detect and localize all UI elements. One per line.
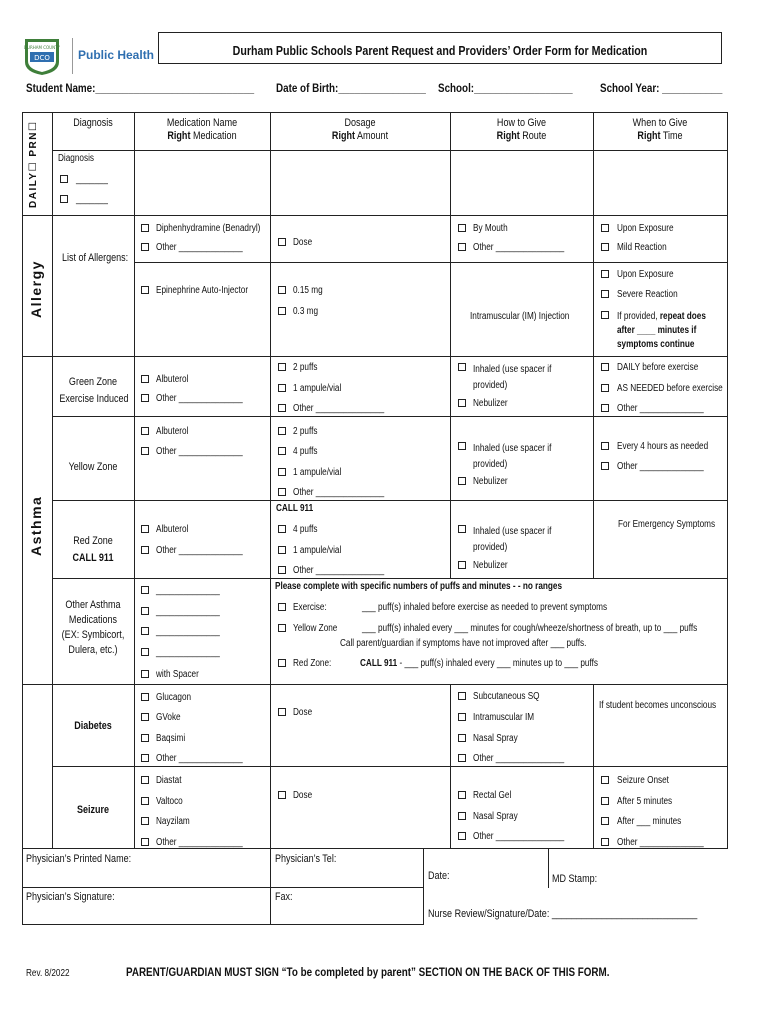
yellow-instructions[interactable]: ___ puff(s) inhaled every ___ minutes for cough/wheeze/shortness of breath, up to ___ puffs xyxy=(362,623,698,634)
valtoco-label: Valtoco xyxy=(156,796,183,807)
yellow-ampule-label: 1 ampule/vial xyxy=(293,467,342,478)
red-dose-other[interactable]: Other _______________ xyxy=(293,565,385,576)
yellow-albuterol-label: Albuterol xyxy=(156,426,189,437)
diagnosis-blank-1[interactable]: _______ xyxy=(76,174,108,185)
intramuscular-label: Intramuscular IM xyxy=(473,712,535,723)
green-zone-label: Green Zone Exercise Induced xyxy=(59,376,129,405)
allergy-dose-label: Dose xyxy=(293,237,313,248)
glucagon-checkbox[interactable] xyxy=(141,693,149,701)
exercise-instructions[interactable]: ___ puff(s) inhaled before exercise as needed to prevent symptoms xyxy=(362,602,608,613)
col-header-dosage: Dosage Right Amount xyxy=(331,117,389,142)
baqsimi-checkbox[interactable] xyxy=(141,734,149,742)
after-x-min-label[interactable]: After ___ minutes xyxy=(617,816,682,827)
date-field[interactable]: Date: xyxy=(428,870,450,882)
seizure-route-other-checkbox[interactable] xyxy=(458,832,466,840)
allergy-route-other[interactable]: Other _______________ xyxy=(473,242,565,253)
col-header-route: How to Give Right Route xyxy=(496,117,547,142)
red-emergency-label: For Emergency Symptoms xyxy=(618,519,716,530)
other-asthma-checkbox-1[interactable] xyxy=(141,586,149,594)
green-albuterol-checkbox[interactable] xyxy=(141,375,149,383)
yellow-time-other[interactable]: Other ______________ xyxy=(617,461,704,472)
seizure-dose-label: Dose xyxy=(293,790,313,801)
green-2puffs-checkbox[interactable] xyxy=(278,363,286,371)
asthma-section-label: Asthma xyxy=(28,495,44,556)
red-ampule-checkbox[interactable] xyxy=(278,546,286,554)
student-name-field[interactable]: Student Name:_____________________________ xyxy=(26,81,255,95)
yellow-med-other-checkbox[interactable] xyxy=(141,447,149,455)
svg-text:DCO: DCO xyxy=(34,54,50,62)
school-year-field[interactable]: School Year: ___________ xyxy=(600,81,723,95)
page-title: Durham Public Schools Parent Request and Providers’ Order Form for Medication xyxy=(232,43,648,58)
other-asthma-checkbox-4[interactable] xyxy=(141,648,149,656)
other-asthma-blank-2[interactable]: ______________ xyxy=(156,606,220,617)
red-inhaled-checkbox[interactable] xyxy=(458,525,466,533)
yellow-instructions-2[interactable]: Call parent/guardian if symptoms have not improved after ___ puffs. xyxy=(340,638,587,649)
seizure-time-other-checkbox[interactable] xyxy=(601,838,609,846)
other-asthma-blank-1[interactable]: ______________ xyxy=(156,585,220,596)
valtoco-checkbox[interactable] xyxy=(141,797,149,805)
benadryl-checkbox[interactable] xyxy=(141,224,149,232)
seizure-med-other[interactable]: Other ______________ xyxy=(156,837,243,848)
after-5-min-checkbox[interactable] xyxy=(601,797,609,805)
allergy-med-other[interactable]: Other ______________ xyxy=(156,242,243,253)
logo xyxy=(22,36,155,76)
allergens-label: List of Allergens: xyxy=(62,252,129,264)
red-med-other-checkbox[interactable] xyxy=(141,546,149,554)
exercise-checkbox[interactable] xyxy=(278,603,286,611)
epinephrine-label: Epinephrine Auto-Injector xyxy=(156,285,249,296)
yellow-albuterol-checkbox[interactable] xyxy=(141,427,149,435)
diabetes-nasal-checkbox[interactable] xyxy=(458,734,466,742)
diagnosis-blank-2[interactable]: _______ xyxy=(76,194,108,205)
with-spacer-checkbox[interactable] xyxy=(141,670,149,678)
green-inhaled-label: Inhaled (use spacer if provided) xyxy=(473,364,552,391)
after-x-min-checkbox[interactable] xyxy=(601,817,609,825)
diabetes-dose-label: Dose xyxy=(293,707,313,718)
severe-reaction-checkbox[interactable] xyxy=(601,290,609,298)
nurse-review-field[interactable]: Nurse Review/Signature/Date: _____________________________ xyxy=(428,908,698,920)
physician-signature-field[interactable]: Physician’s Signature: xyxy=(26,891,115,903)
red-instructions[interactable]: CALL 911 - ___ puff(s) inhaled every ___ minutes up to ___ puffs xyxy=(360,658,598,669)
fax-field[interactable]: Fax: xyxy=(275,891,293,903)
upon-exposure-label: Upon Exposure xyxy=(617,223,674,234)
yellow-2puffs-checkbox[interactable] xyxy=(278,427,286,435)
by-mouth-label: By Mouth xyxy=(473,223,508,234)
yellow-inhaled-checkbox[interactable] xyxy=(458,442,466,450)
yellow-nebulizer-checkbox[interactable] xyxy=(458,477,466,485)
green-as-needed-checkbox[interactable] xyxy=(601,384,609,392)
green-nebulizer-label: Nebulizer xyxy=(473,398,508,409)
red-nebulizer-label: Nebulizer xyxy=(473,560,508,571)
allergy-dose-checkbox[interactable] xyxy=(278,238,286,246)
red-dose-other-checkbox[interactable] xyxy=(278,566,286,574)
allergy-route-other-checkbox[interactable] xyxy=(458,243,466,251)
other-asthma-checkbox-2[interactable] xyxy=(141,607,149,615)
diagnosis-checkbox-2[interactable] xyxy=(60,195,68,203)
green-daily-checkbox[interactable] xyxy=(601,363,609,371)
seizure-onset-label: Seizure Onset xyxy=(617,775,669,786)
after-5-min-label: After 5 minutes xyxy=(617,796,673,807)
seizure-dose-checkbox[interactable] xyxy=(278,791,286,799)
repeat-dose-label[interactable]: If provided, repeat does after ____ minutes if symptoms continue xyxy=(617,311,706,350)
green-time-other[interactable]: Other ______________ xyxy=(617,403,704,414)
epi-route-label: Intramuscular (IM) Injection xyxy=(470,311,570,322)
diabetes-dose-checkbox[interactable] xyxy=(278,708,286,716)
with-spacer-label: with Spacer xyxy=(156,669,199,680)
diabetes-time-label: If student becomes unconscious xyxy=(599,700,717,711)
other-asthma-blank-4[interactable]: ______________ xyxy=(156,647,220,658)
green-2puffs-label: 2 puffs xyxy=(293,362,318,373)
yellow-dose-other-checkbox[interactable] xyxy=(278,488,286,496)
yellow-instr-checkbox[interactable] xyxy=(278,624,286,632)
yellow-med-other[interactable]: Other ______________ xyxy=(156,446,243,457)
parent-sign-notice: PARENT/GUARDIAN MUST SIGN “To be completed by parent” SECTION ON THE BACK OF THIS FORM. xyxy=(126,965,610,979)
baqsimi-label: Baqsimi xyxy=(156,733,186,744)
severe-reaction-label: Severe Reaction xyxy=(617,289,678,300)
physician-tel-field[interactable]: Physician’s Tel: xyxy=(275,853,337,865)
diabetes-route-other[interactable]: Other _______________ xyxy=(473,753,565,764)
daily-prn-label[interactable]: DAILY☐ PRN☐ xyxy=(28,120,39,208)
school-field[interactable]: School:__________________ xyxy=(438,81,573,95)
physician-name-field[interactable]: Physician’s Printed Name: xyxy=(26,853,132,865)
diagnosis-checkbox-1[interactable] xyxy=(60,175,68,183)
red-albuterol-label: Albuterol xyxy=(156,524,189,535)
yellow-time-other-checkbox[interactable] xyxy=(601,462,609,470)
md-stamp-field[interactable]: MD Stamp: xyxy=(552,873,598,885)
seizure-med-other-checkbox[interactable] xyxy=(141,838,149,846)
seizure-nasal-checkbox[interactable] xyxy=(458,812,466,820)
col-header-time: When to Give Right Time xyxy=(632,117,688,142)
green-nebulizer-checkbox[interactable] xyxy=(458,399,466,407)
red-zone-label: Red Zone CALL 911 xyxy=(72,535,114,564)
revision-label: Rev. 8/2022 xyxy=(26,968,70,979)
by-mouth-checkbox[interactable] xyxy=(458,224,466,232)
green-med-other-checkbox[interactable] xyxy=(141,394,149,402)
green-ampule-label: 1 ampule/vial xyxy=(293,383,342,394)
diabetes-route-other-checkbox[interactable] xyxy=(458,754,466,762)
gvoke-checkbox[interactable] xyxy=(141,713,149,721)
other-asthma-label: Other Asthma Medications (EX: Symbicort, Dulera, etc.) xyxy=(61,599,125,656)
red-4puffs-checkbox[interactable] xyxy=(278,525,286,533)
green-as-needed-label: AS NEEDED before exercise xyxy=(617,383,723,394)
daily-prn-diagnosis: Diagnosis xyxy=(58,153,95,164)
red-albuterol-checkbox[interactable] xyxy=(141,525,149,533)
subcutaneous-label: Subcutaneous SQ xyxy=(473,691,540,702)
exercise-label: Exercise: xyxy=(293,602,327,613)
green-daily-label: DAILY before exercise xyxy=(617,362,699,373)
mild-reaction-label: Mild Reaction xyxy=(617,242,667,253)
seizure-label: Seizure xyxy=(76,804,110,816)
red-inhaled-label: Inhaled (use spacer if provided) xyxy=(473,526,552,553)
diastat-checkbox[interactable] xyxy=(141,776,149,784)
red-instr-label: Red Zone: xyxy=(293,658,332,669)
intramuscular-checkbox[interactable] xyxy=(458,713,466,721)
other-asthma-blank-3[interactable]: ______________ xyxy=(156,626,220,637)
glucagon-label: Glucagon xyxy=(156,692,192,703)
epi-dose-015-checkbox[interactable] xyxy=(278,286,286,294)
red-instr-checkbox[interactable] xyxy=(278,659,286,667)
green-dose-other-checkbox[interactable] xyxy=(278,404,286,412)
epi-dose-015-label: 0.15 mg xyxy=(293,285,323,296)
diabetes-label: Diabetes xyxy=(74,720,112,732)
rectal-gel-checkbox[interactable] xyxy=(458,791,466,799)
green-med-other[interactable]: Other ______________ xyxy=(156,393,243,404)
durham-county-seal-icon xyxy=(22,36,62,76)
seizure-route-other[interactable]: Other _______________ xyxy=(473,831,565,842)
gvoke-label: GVoke xyxy=(156,712,181,723)
yellow-every4-label: Every 4 hours as needed xyxy=(617,441,709,452)
allergy-med-other-checkbox[interactable] xyxy=(141,243,149,251)
repeat-dose-checkbox[interactable] xyxy=(601,311,609,319)
yellow-zone-label: Yellow Zone xyxy=(68,461,118,473)
green-time-other-checkbox[interactable] xyxy=(601,404,609,412)
nayzilam-checkbox[interactable] xyxy=(141,817,149,825)
red-call-911: CALL 911 xyxy=(276,503,314,514)
subcutaneous-checkbox[interactable] xyxy=(458,692,466,700)
mild-reaction-checkbox[interactable] xyxy=(601,243,609,251)
epinephrine-checkbox[interactable] xyxy=(141,286,149,294)
yellow-instr-label: Yellow Zone xyxy=(293,623,338,634)
red-nebulizer-checkbox[interactable] xyxy=(458,561,466,569)
seizure-onset-checkbox[interactable] xyxy=(601,776,609,784)
col-header-diagnosis: Diagnosis xyxy=(73,117,113,129)
upon-exposure-checkbox[interactable] xyxy=(601,224,609,232)
epi-upon-exposure-label: Upon Exposure xyxy=(617,269,674,280)
green-inhaled-checkbox[interactable] xyxy=(458,363,466,371)
seizure-time-other[interactable]: Other ______________ xyxy=(617,837,704,848)
yellow-nebulizer-label: Nebulizer xyxy=(473,476,508,487)
logo-text: Public Health xyxy=(78,48,155,62)
yellow-dose-other[interactable]: Other _______________ xyxy=(293,487,385,498)
epi-upon-exposure-checkbox[interactable] xyxy=(601,270,609,278)
yellow-ampule-checkbox[interactable] xyxy=(278,468,286,476)
other-asthma-checkbox-3[interactable] xyxy=(141,627,149,635)
rectal-gel-label: Rectal Gel xyxy=(473,790,512,801)
yellow-4puffs-label: 4 puffs xyxy=(293,446,318,457)
diabetes-nasal-label: Nasal Spray xyxy=(473,733,518,744)
benadryl-label: Diphenhydramine (Benadryl) xyxy=(156,223,261,234)
yellow-every4-checkbox[interactable] xyxy=(601,442,609,450)
green-albuterol-label: Albuterol xyxy=(156,374,189,385)
diastat-label: Diastat xyxy=(156,775,182,786)
epi-dose-03-label: 0.3 mg xyxy=(293,306,319,317)
red-4puffs-label: 4 puffs xyxy=(293,524,318,535)
yellow-2puffs-label: 2 puffs xyxy=(293,426,318,437)
red-ampule-label: 1 ampule/vial xyxy=(293,545,342,556)
green-ampule-checkbox[interactable] xyxy=(278,384,286,392)
col-header-medication: Medication Name Right Medication xyxy=(166,117,238,142)
diabetes-med-other[interactable]: Other ______________ xyxy=(156,753,243,764)
epi-dose-03-checkbox[interactable] xyxy=(278,307,286,315)
yellow-4puffs-checkbox[interactable] xyxy=(278,447,286,455)
svg-text:DURHAM COUNTY: DURHAM COUNTY xyxy=(23,45,61,50)
nayzilam-label: Nayzilam xyxy=(156,816,190,827)
dob-field[interactable]: Date of Birth:________________ xyxy=(276,81,426,95)
red-med-other[interactable]: Other ______________ xyxy=(156,545,243,556)
allergy-section-label: Allergy xyxy=(28,260,44,318)
diabetes-med-other-checkbox[interactable] xyxy=(141,754,149,762)
asthma-instructions-title: Please complete with specific numbers of puffs and minutes - - no ranges xyxy=(275,581,563,592)
green-dose-other[interactable]: Other _______________ xyxy=(293,403,385,414)
seizure-nasal-label: Nasal Spray xyxy=(473,811,518,822)
yellow-inhaled-label: Inhaled (use spacer if provided) xyxy=(473,443,552,470)
